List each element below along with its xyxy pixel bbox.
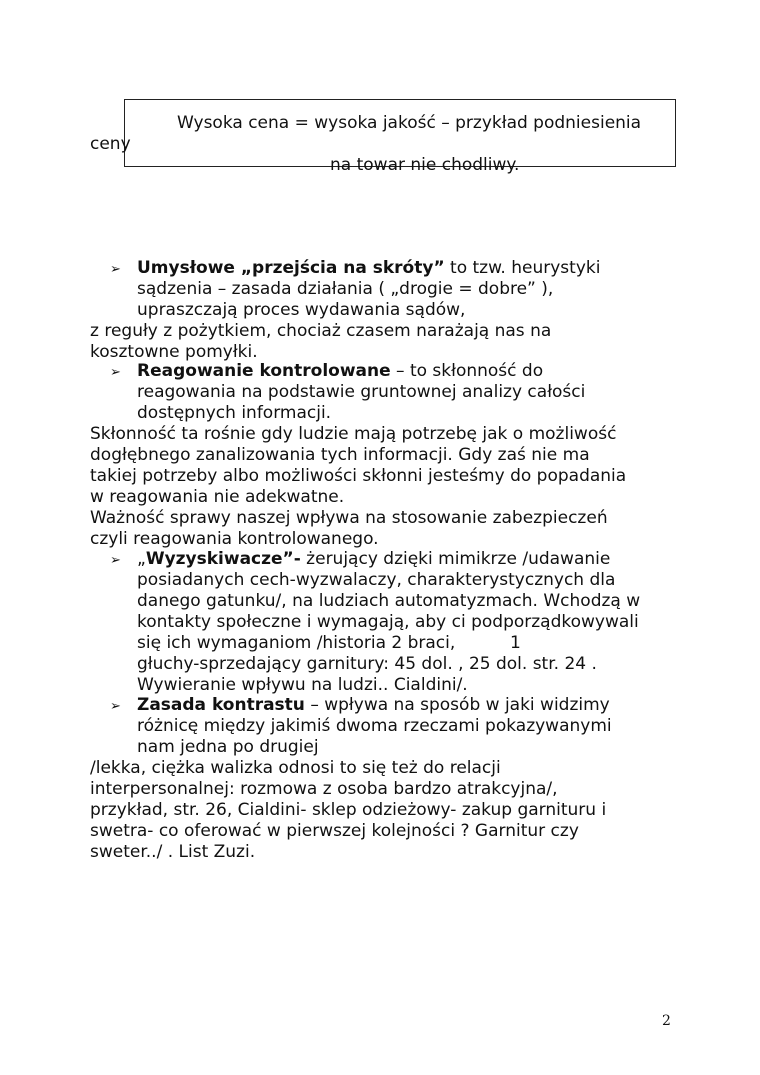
s3-line-5: się ich wymaganiom /historia 2 braci,: [137, 633, 456, 653]
s2-line-4: Skłonność ta rośnie gdy ludzie mają potrzebę jak o możliwość: [90, 424, 617, 444]
s3-line-2: posiadanych cech-wyzwalaczy, charakterystycznych dla: [137, 570, 616, 590]
s1-heading: Umysłowe „przejścia na skróty”: [137, 258, 445, 278]
s4-line-6: przykład, str. 26, Cialdini- sklep odzieżowy- zakup garnituru i: [90, 800, 607, 820]
s1-line-5: kosztowne pomyłki.: [90, 342, 258, 362]
s3-line-1: [137, 549, 610, 570]
s2-heading: Reagowanie kontrolowane: [137, 361, 391, 381]
title-line-2: na towar nie chodliwy.: [330, 155, 520, 175]
s4-line-3: nam jedna po drugiej: [137, 737, 319, 757]
s4-line-8: sweter../ . List Zuzi.: [90, 842, 256, 862]
s2-line-3: dostępnych informacji.: [137, 403, 332, 423]
page-number: 2: [662, 1013, 671, 1029]
s1-line-1-text: to tzw. heurystyki: [444, 258, 601, 278]
footnote-marker: 1: [510, 633, 521, 653]
bullet-arrow-icon: ➢: [110, 699, 121, 714]
bullet-arrow-icon: ➢: [110, 262, 121, 277]
s4-heading: Zasada kontrastu: [137, 695, 305, 715]
bullet-arrow-icon: ➢: [110, 553, 121, 568]
s4-line-4: /lekka, ciężka walizka odnosi to się też do relacji: [90, 758, 501, 778]
title-line-1: Wysoka cena = wysoka jakość – przykład podniesienia: [177, 113, 642, 133]
s3-line-7: Wywieranie wpływu na ludzi.. Cialdini/.: [137, 675, 468, 695]
title-line-1-overflow: ceny: [90, 134, 131, 154]
s4-line-1: [137, 695, 610, 716]
s3-line-6: głuchy-sprzedający garnitury: 45 dol. , 25 dol. str. 24 .: [137, 654, 597, 674]
s2-line-8: Ważność sprawy naszej wpływa na stosowanie zabezpieczeń: [90, 508, 608, 528]
s3-line-3: danego gatunku/, na ludziach automatyzmach. Wchodzą w: [137, 591, 641, 611]
s2-line-6: takiej potrzeby albo możliwości skłonni jesteśmy do popadania: [90, 466, 627, 486]
s3-line-1-text: żerujący dzięki mimikrze /udawanie: [300, 549, 611, 569]
s4-line-5: interpersonalnej: rozmowa z osoba bardzo atrakcyjna/,: [90, 779, 558, 799]
s1-line-3: upraszczają proces wydawania sądów,: [137, 300, 466, 320]
s1-line-1: [137, 258, 600, 279]
s4-line-7: swetra- co oferować w pierwszej kolejności ? Garnitur czy: [90, 821, 579, 841]
s1-line-2: sądzenia – zasada działania ( „drogie = dobre” ),: [137, 279, 554, 299]
s4-line-2: różnicę między jakimiś dwoma rzeczami pokazywanymi: [137, 716, 612, 736]
s2-line-9: czyli reagowania kontrolowanego.: [90, 529, 379, 549]
s4-line-1-text: – wpływa na sposób w jaki widzimy: [304, 695, 610, 715]
s3-open-quote: „: [137, 549, 146, 569]
s2-line-1: [137, 361, 543, 382]
s2-line-7: w reagowania nie adekwatne.: [90, 487, 345, 507]
s1-line-4: z reguły z pożytkiem, chociaż czasem narażają nas na: [90, 321, 552, 341]
s3-line-4: kontakty społeczne i wymagają, aby ci podporządkowywali: [137, 612, 639, 632]
s3-heading: Wyzyskiwacze”-: [145, 549, 301, 569]
s2-line-2: reagowania na podstawie gruntownej analizy całości: [137, 382, 586, 402]
bullet-arrow-icon: ➢: [110, 365, 121, 380]
s2-line-5: dogłębnego zanalizowania tych informacji. Gdy zaś nie ma: [90, 445, 590, 465]
s2-line-1-text: – to skłonność do: [390, 361, 544, 381]
